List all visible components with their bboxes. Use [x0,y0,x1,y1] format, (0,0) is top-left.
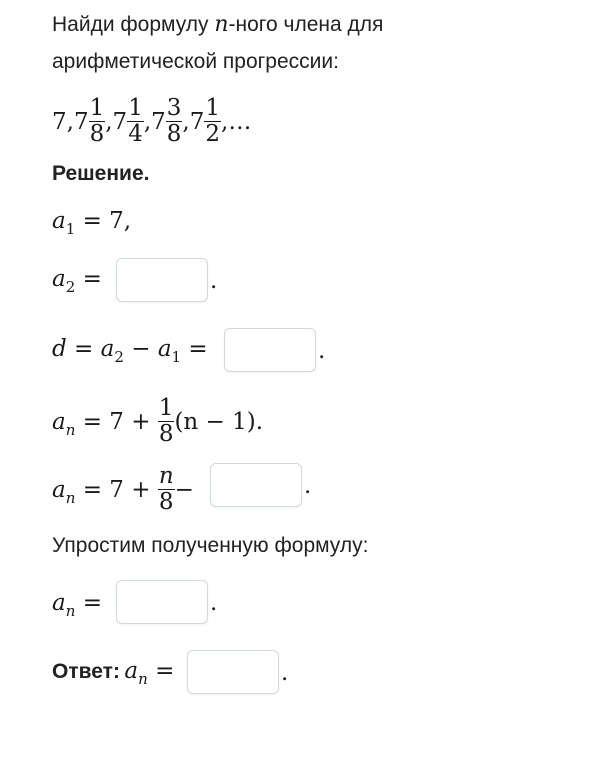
frac-num: 1 [128,94,143,121]
frac-num: 1 [158,394,174,421]
answer-label: Ответ: [52,660,120,683]
seq-term-1: 7, [52,109,74,135]
an2-period: . [304,473,312,499]
var-a: a [52,409,66,435]
d-input[interactable] [224,328,316,372]
a1-equation [52,208,132,238]
an-simplified-input[interactable] [116,580,208,624]
an1-mid: = 7 + [75,409,158,435]
d-period: . [318,338,326,364]
seq-fraction-5 [204,96,221,147]
a2-period: . [210,268,218,294]
a1-value: = 7, [75,208,132,234]
var-a: a [157,336,172,362]
var-d: d [52,336,67,362]
minus: − [123,336,158,362]
an-equation-3 [52,590,102,620]
solution-heading: Решение. [52,162,150,185]
frac-den: 8 [158,420,174,447]
an1-fraction [158,396,175,447]
simplify-text: Упростим полученную формулу: [52,534,369,557]
an1-tail: (n − 1). [174,409,264,435]
an-equation-2 [52,458,194,522]
subscript: 2 [65,278,76,296]
var-a: a [100,336,115,362]
equals: = [75,266,102,292]
seq-term-2-whole: 7 [73,109,89,135]
seq-fraction-4 [166,96,183,147]
task-line-1 [52,12,383,37]
equals: = [147,658,175,684]
task-line-2: арифметической прогрессии: [52,50,339,73]
seq-term-5-whole: ,7 [182,109,205,135]
frac-den: 8 [89,120,105,147]
task-var-n: n [214,12,229,37]
var-a: a [52,208,66,234]
equals: = [66,336,101,362]
seq-fraction-2 [89,96,106,147]
seq-ellipsis: ,… [221,109,252,135]
frac-den: 8 [166,120,182,147]
equals: = [75,590,102,616]
seq-term-3-whole: ,7 [105,109,128,135]
frac-den: 2 [205,120,221,147]
a2-equation [52,266,102,296]
frac-num: n [158,462,174,489]
var-a: a [52,266,66,292]
var-a: a [52,477,66,503]
an3-period: . [210,590,218,616]
an-equation-1 [52,390,263,454]
subscript: n [65,421,76,439]
frac-num: 1 [205,94,221,121]
frac-num: 3 [166,94,182,121]
task-text-suffix: -ного члена для [228,13,384,36]
frac-den: 8 [158,488,174,515]
frac-den: 4 [128,120,143,147]
subscript: 2 [114,348,124,366]
seq-fraction-3 [127,96,144,147]
subscript: 1 [171,348,182,366]
answer-input[interactable] [187,650,279,694]
a2-input[interactable] [116,258,208,302]
seq-term-4-whole: ,7 [143,109,166,135]
task-text: Найди формулу [52,13,215,36]
an2-fraction [158,464,175,515]
subscript: n [138,670,148,688]
minus: − [174,477,194,503]
equals: = [181,336,208,362]
answer-row [52,658,175,688]
an-constant-input[interactable] [210,463,302,507]
var-a: a [124,658,139,684]
d-equation [52,336,208,366]
subscript: n [65,489,76,507]
var-a: a [52,590,66,616]
sequence [52,92,251,152]
frac-num: 1 [89,94,105,121]
subscript: n [65,602,76,620]
subscript: 1 [65,220,76,238]
answer-period: . [281,660,289,686]
an2-mid: = 7 + [75,477,158,503]
